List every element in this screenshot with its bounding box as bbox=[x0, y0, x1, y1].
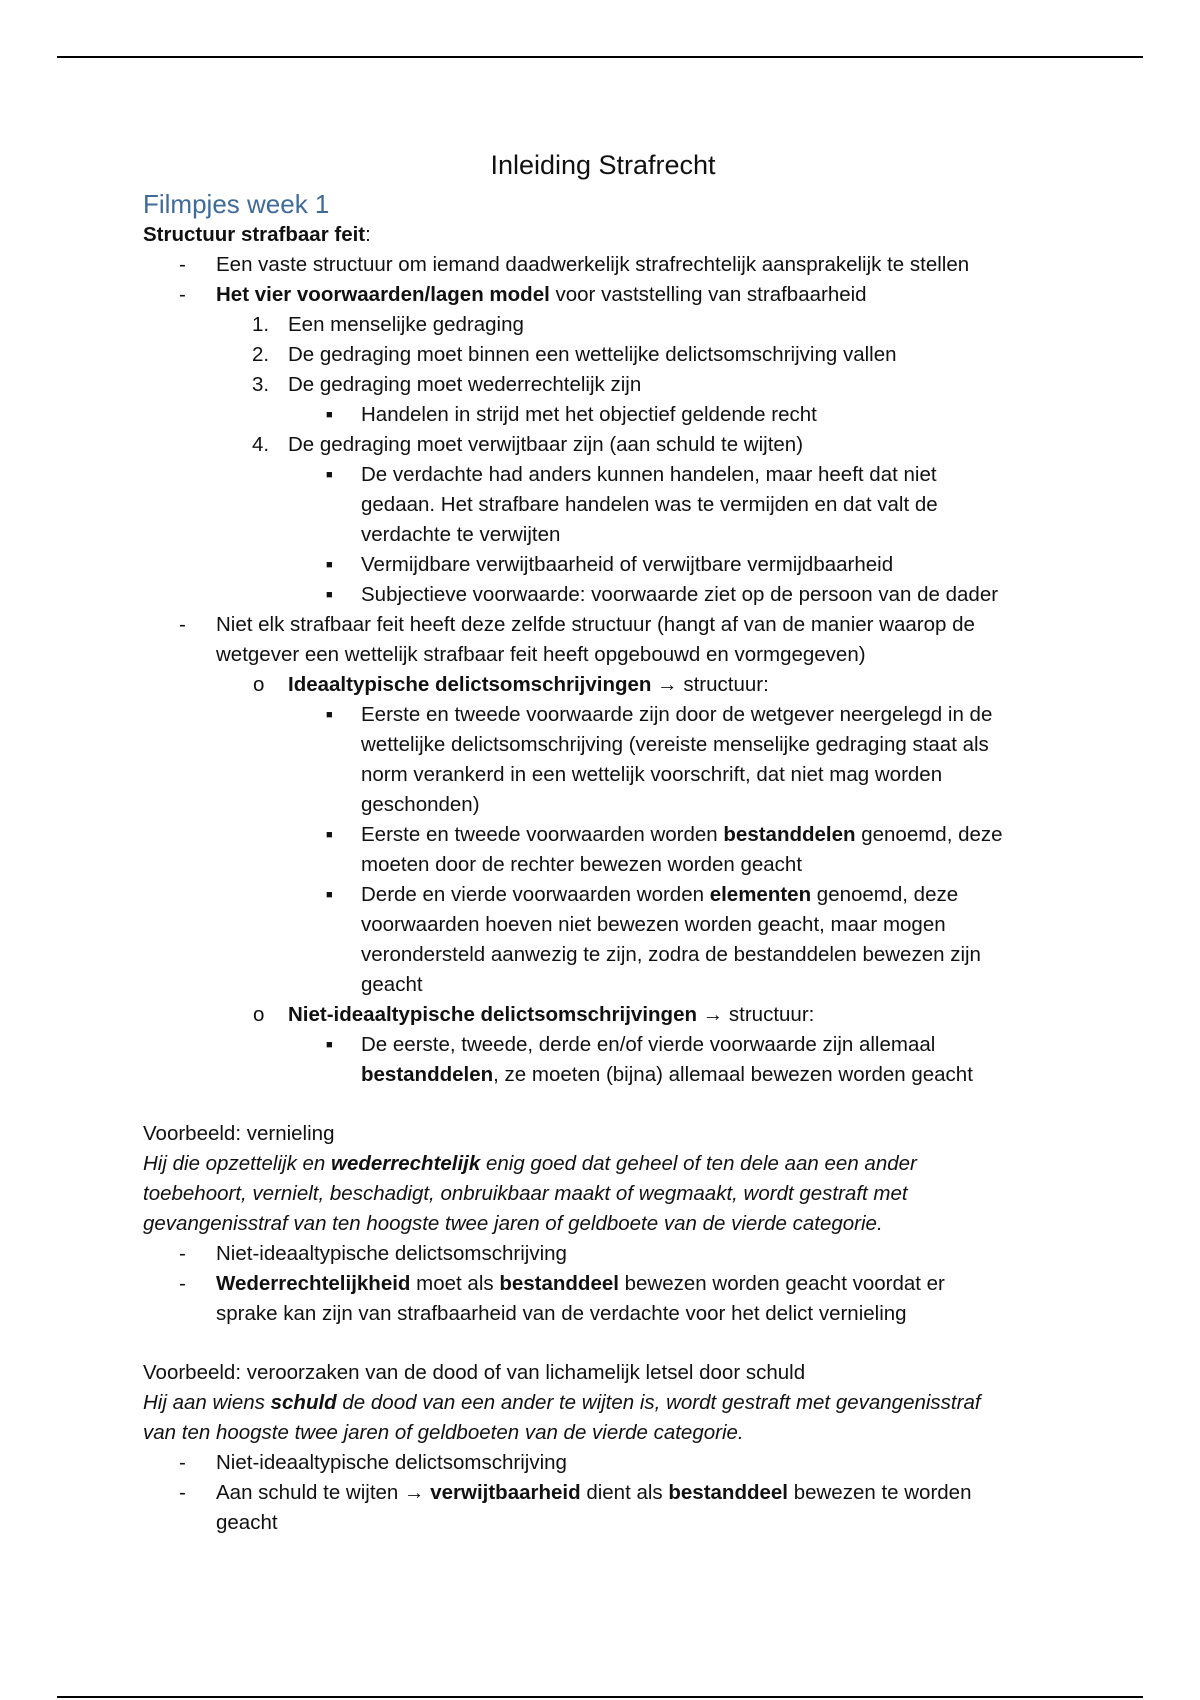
nonideal-rest: structuur: bbox=[723, 1003, 815, 1026]
sub-text-part: Derde en vierde voorwaarden worden bbox=[361, 883, 710, 906]
list-item-continuation bbox=[143, 520, 1063, 550]
list-item bbox=[143, 1478, 1063, 1508]
square-bullet: ■ bbox=[326, 409, 333, 421]
dash-bullet: - bbox=[179, 1242, 186, 1265]
item-number: 2. bbox=[252, 343, 270, 366]
list-item bbox=[143, 1030, 1063, 1060]
sub-text: Handelen in strijd met het objectief geldende recht bbox=[361, 403, 817, 426]
list-item bbox=[143, 820, 1063, 850]
list-item bbox=[143, 1269, 1063, 1299]
example-quote bbox=[143, 1388, 1063, 1418]
arrow-icon: → bbox=[404, 1481, 425, 1504]
quote-bold: schuld bbox=[270, 1391, 337, 1414]
list-item bbox=[143, 670, 1063, 700]
example-bullet-text bbox=[216, 1269, 945, 1299]
square-bullet: ■ bbox=[326, 1039, 333, 1051]
list-item bbox=[143, 580, 1063, 610]
example-bullet-text: sprake kan zijn van strafbaarheid van de verdachte voor het delict vernieling bbox=[216, 1302, 907, 1325]
list-item-continuation bbox=[143, 910, 1063, 940]
bullet-bold: verwijtbaarheid bbox=[430, 1481, 581, 1504]
sub-text: De eerste, tweede, derde en/of vierde voorwaarde zijn allemaal bbox=[361, 1033, 936, 1056]
list-item bbox=[143, 1239, 1063, 1269]
bullet-part: bewezen te worden bbox=[788, 1481, 972, 1504]
example-label: Voorbeeld: vernieling bbox=[143, 1122, 335, 1145]
list-item bbox=[143, 550, 1063, 580]
ideal-bold: Ideaaltypische delictsomschrijvingen bbox=[288, 673, 652, 696]
ideal-rest: structuur: bbox=[677, 673, 769, 696]
quote-part: Hij die opzettelijk en bbox=[143, 1152, 332, 1175]
document-body bbox=[143, 144, 1063, 1538]
sub-text: moeten door de rechter bewezen worden geacht bbox=[361, 853, 803, 876]
sub-text: geschonden) bbox=[361, 793, 480, 816]
dash-bullet: - bbox=[179, 1451, 186, 1474]
sub-text: verondersteld aanwezig te zijn, zodra de bestanddelen bewezen zijn bbox=[361, 943, 981, 966]
model-bold: Het vier voorwaarden/lagen model bbox=[216, 283, 550, 306]
bullet-bold: bestanddeel bbox=[668, 1481, 788, 1504]
item-number: 1. bbox=[252, 313, 270, 336]
condition-text: Een menselijke gedraging bbox=[288, 313, 524, 336]
not-all-text: wetgever een wettelijk strafbaar feit heeft opgebouwd en vormgegeven) bbox=[216, 643, 866, 666]
quote-part: toebehoort, vernielt, beschadigt, onbruikbaar maakt of wegmaakt, wordt gestraft met bbox=[143, 1182, 908, 1205]
quote-part: gevangenisstraf van ten hoogste twee jaren of geldboete van de vierde categorie. bbox=[143, 1212, 883, 1235]
dash-bullet: - bbox=[179, 1272, 186, 1295]
ideal-text bbox=[288, 670, 769, 700]
model-rest: voor vaststelling van strafbaarheid bbox=[549, 283, 867, 306]
list-item bbox=[143, 400, 1063, 430]
square-bullet: ■ bbox=[326, 889, 333, 901]
quote-bold: wederrechtelijk bbox=[331, 1152, 481, 1175]
sub-text: Vermijdbare verwijtbaarheid of verwijtbare vermijdbaarheid bbox=[361, 553, 894, 576]
dash-bullet: - bbox=[179, 283, 186, 306]
sub-text-bold: bestanddelen bbox=[723, 823, 856, 846]
sub-text: norm verankerd in een wettelijk voorschrift, dat niet mag worden bbox=[361, 763, 943, 786]
spacer bbox=[143, 1329, 1063, 1358]
sub-text: De verdachte had anders kunnen handelen, maar heeft dat niet bbox=[361, 463, 937, 486]
list-item-continuation bbox=[143, 490, 1063, 520]
sub-text-part: genoemd, deze bbox=[855, 823, 1003, 846]
square-bullet: ■ bbox=[326, 469, 333, 481]
list-item bbox=[143, 250, 1063, 280]
sub-text: verdachte te verwijten bbox=[361, 523, 561, 546]
bullet-part: Aan schuld te wijten bbox=[216, 1481, 405, 1504]
list-item-continuation bbox=[143, 970, 1063, 1000]
example-bullet-text bbox=[216, 1478, 971, 1508]
list-item-continuation bbox=[143, 1060, 1063, 1090]
bottom-rule bbox=[57, 1696, 1143, 1698]
arrow-icon: → bbox=[702, 1003, 724, 1026]
numbered-item bbox=[143, 340, 1063, 370]
circle-bullet: o bbox=[253, 673, 265, 696]
sub-text: Eerste en tweede voorwaarde zijn door de wetgever neergelegd in de bbox=[361, 703, 993, 726]
bullet-bold: bestanddeel bbox=[499, 1272, 619, 1295]
numbered-item bbox=[143, 430, 1063, 460]
dash-bullet: - bbox=[179, 613, 186, 636]
nonideal-text bbox=[288, 1000, 814, 1030]
sub-text bbox=[361, 820, 1003, 850]
list-item-continuation bbox=[143, 940, 1063, 970]
list-item-continuation bbox=[143, 850, 1063, 880]
sub-text: voorwaarden hoeven niet bewezen worden geacht, maar mogen bbox=[361, 913, 946, 936]
list-item bbox=[143, 1000, 1063, 1030]
item-number: 3. bbox=[252, 373, 270, 396]
list-item bbox=[143, 280, 1063, 310]
condition-text: De gedraging moet verwijtbaar zijn (aan schuld te wijten) bbox=[288, 433, 804, 456]
list-item bbox=[143, 700, 1063, 730]
spacer bbox=[143, 1090, 1063, 1119]
square-bullet: ■ bbox=[326, 589, 333, 601]
example-bullet-text: Niet-ideaaltypische delictsomschrijving bbox=[216, 1242, 567, 1265]
list-item bbox=[143, 880, 1063, 910]
example-quote bbox=[143, 1209, 1063, 1239]
sub-text bbox=[361, 1060, 973, 1090]
list-item-continuation bbox=[143, 790, 1063, 820]
quote-part: enig goed dat geheel of ten dele aan een ander bbox=[480, 1152, 917, 1175]
sub-text bbox=[361, 880, 958, 910]
section-heading: Filmpjes week 1 bbox=[143, 189, 330, 219]
not-all-text: Niet elk strafbaar feit heeft deze zelfde structuur (hangt af van de manier waarop de bbox=[216, 613, 975, 636]
numbered-item bbox=[143, 370, 1063, 400]
list-item-continuation bbox=[143, 1508, 1063, 1538]
sub-text: geacht bbox=[361, 973, 423, 996]
sub-text-part: Eerste en tweede voorwaarden worden bbox=[361, 823, 724, 846]
page-title: Inleiding Strafrecht bbox=[490, 150, 716, 180]
condition-text: De gedraging moet binnen een wettelijke delictsomschrijving vallen bbox=[288, 343, 897, 366]
bullet-part: dient als bbox=[580, 1481, 669, 1504]
list-item bbox=[143, 610, 1063, 640]
nonideal-bold: Niet-ideaaltypische delictsomschrijvingen bbox=[288, 1003, 697, 1026]
sub-text-bold: elementen bbox=[709, 883, 812, 906]
top-rule bbox=[57, 56, 1143, 58]
example-quote bbox=[143, 1179, 1063, 1209]
structure-label: Structuur strafbaar feit bbox=[143, 223, 366, 246]
numbered-item bbox=[143, 310, 1063, 340]
bullet-bold: Wederrechtelijkheid bbox=[216, 1272, 411, 1295]
sub-text: Subjectieve voorwaarde: voorwaarde ziet op de persoon van de dader bbox=[361, 583, 999, 606]
list-item-continuation bbox=[143, 730, 1063, 760]
bullet-part: moet als bbox=[410, 1272, 500, 1295]
example-quote bbox=[143, 1418, 1063, 1448]
square-bullet: ■ bbox=[326, 709, 333, 721]
list-item bbox=[143, 460, 1063, 490]
sub-text: wettelijke delictsomschrijving (vereiste menselijke gedraging staat als bbox=[361, 733, 989, 756]
model-text bbox=[216, 280, 867, 310]
sub-text-bold: bestanddelen bbox=[361, 1063, 494, 1086]
sub-text: gedaan. Het strafbare handelen was te vermijden en dat valt de bbox=[361, 493, 938, 516]
dash-bullet: - bbox=[179, 253, 186, 276]
square-bullet: ■ bbox=[326, 829, 333, 841]
example-label: Voorbeeld: veroorzaken van de dood of van lichamelijk letsel door schuld bbox=[143, 1361, 806, 1384]
condition-text: De gedraging moet wederrechtelijk zijn bbox=[288, 373, 642, 396]
quote-part: Hij aan wiens bbox=[143, 1391, 271, 1414]
example-bullet-text: geacht bbox=[216, 1511, 278, 1534]
sub-text-part: genoemd, deze bbox=[811, 883, 959, 906]
item-number: 4. bbox=[252, 433, 270, 456]
intro-text: Een vaste structuur om iemand daadwerkelijk strafrechtelijk aansprakelijk te stellen bbox=[216, 253, 970, 276]
list-item bbox=[143, 1448, 1063, 1478]
square-bullet: ■ bbox=[326, 559, 333, 571]
quote-part: van ten hoogste twee jaren of geldboeten van de vierde categorie. bbox=[143, 1421, 744, 1444]
example-bullet-text: Niet-ideaaltypische delictsomschrijving bbox=[216, 1451, 567, 1474]
list-item-continuation bbox=[143, 640, 1063, 670]
quote-part: de dood van een ander te wijten is, wordt gestraft met gevangenisstraf bbox=[336, 1391, 981, 1414]
arrow-icon: → bbox=[657, 673, 678, 696]
dash-bullet: - bbox=[179, 1481, 186, 1504]
list-item-continuation bbox=[143, 1299, 1063, 1329]
bullet-part: bewezen worden geacht voordat er bbox=[618, 1272, 945, 1295]
structure-label-line bbox=[143, 220, 1063, 250]
example-quote bbox=[143, 1149, 1063, 1179]
sub-text-part: , ze moeten (bijna) allemaal bewezen worden geacht bbox=[493, 1063, 973, 1086]
list-item-continuation bbox=[143, 760, 1063, 790]
circle-bullet: o bbox=[253, 1003, 265, 1026]
structure-colon: : bbox=[365, 223, 371, 246]
